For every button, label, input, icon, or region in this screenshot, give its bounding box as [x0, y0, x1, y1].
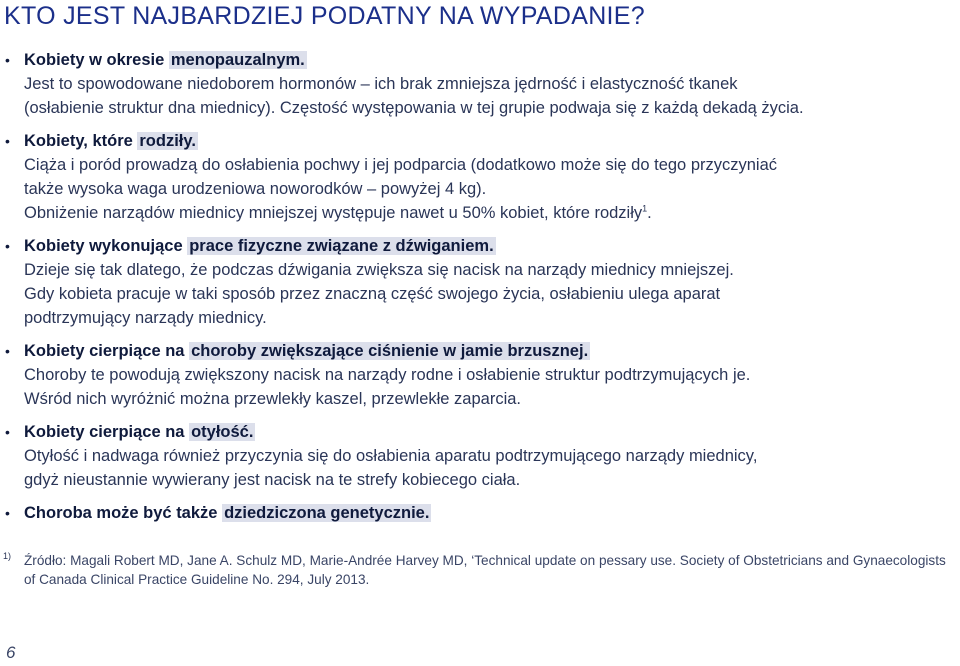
item-text-line: Ciąża i poród prowadzą do osłabienia pochwy i jej podparcia (dodatkowo może się do tego przyczyniać [24, 156, 778, 174]
item-heading: Kobiety wykonujące prace fizyczne związane z dźwiganiem. [24, 237, 494, 255]
page-number: 6 [6, 643, 16, 662]
item-text-line: gdyż nieustannie wywierany jest nacisk na te strefy kobiecego ciała. [24, 471, 521, 489]
item-text-line: Wśród nich wyróżnić można przewlekły kaszel, przewlekłe zaparcia. [24, 390, 522, 408]
item-text-line: Gdy kobieta pracuje w taki sposób przez znaczną część swojego życia, osłabieniu ulega aparat [24, 285, 721, 303]
item-text-line: Dzieje się tak dlatego, że podczas dźwigania zwiększa się nacisk na narządy miednicy mniejszej. [24, 261, 734, 279]
item-heading: Kobiety w okresie menopauzalnym. [24, 51, 305, 69]
item-text-line: (osłabienie struktur dna miednicy). Częstość występowania w tej grupie podwaja się z każdą dekadą życia. [24, 99, 804, 117]
list-item [0, 48, 960, 120]
highlighted-term: dziedziczona genetycznie. [224, 504, 430, 522]
list-item [0, 420, 960, 492]
item-heading: Choroba może być także dziedziczona genetycznie. [24, 504, 430, 522]
list-item [0, 339, 960, 411]
highlighted-term: choroby zwiększające ciśnienie w jamie brzusznej. [191, 342, 589, 360]
footnote-text-line: Źródło: Magali Robert MD, Jane A. Schulz MD, Marie-Andrée Harvey MD, ‘Technical update on pessary use. Society of Obstetricians and Gynaecologists [24, 553, 946, 568]
bullet-icon: • [5, 133, 10, 149]
highlighted-term: menopauzalnym. [170, 51, 305, 69]
list-item [0, 129, 960, 225]
footnote-reference: 1 [642, 203, 648, 214]
footnote [0, 551, 960, 589]
page-title: KTO JEST NAJBARDZIEJ PODATNY NA WYPADANIE? [4, 2, 645, 30]
item-text-line: Jest to spowodowane niedoborem hormonów – ich brak zmniejsza jędrność i elastyczność tkanek [24, 75, 738, 93]
item-heading: Kobiety cierpiące na otyłość. [24, 423, 254, 441]
footnote-text-line: of Canada Clinical Practice Guideline No. 294, July 2013. [24, 572, 370, 587]
highlighted-term: otyłość. [191, 423, 254, 441]
bullet-icon: • [5, 238, 10, 254]
item-text-line: także wysoka waga urodzeniowa noworodków – powyżej 4 kg). [24, 180, 487, 198]
risk-groups-list [0, 48, 960, 534]
bullet-icon: • [5, 424, 10, 440]
highlighted-term: prace fizyczne związane z dźwiganiem. [189, 237, 494, 255]
item-text-line: podtrzymujący narządy miednicy. [24, 309, 267, 327]
item-heading: Kobiety, które rodziły. [24, 132, 196, 150]
item-heading: Kobiety cierpiące na choroby zwiększające ciśnienie w jamie brzusznej. [24, 342, 589, 360]
highlighted-term: rodziły. [139, 132, 196, 150]
list-item [0, 234, 960, 330]
item-text-line: Obniżenie narządów miednicy mniejszej występuje nawet u 50% kobiet, które rodziły$^1$. [24, 203, 652, 222]
footnote-marker: 1) [3, 551, 12, 561]
bullet-icon: • [5, 52, 10, 68]
item-text-line: Choroby te powodują zwiększony nacisk na narządy rodne i osłabienie struktur podtrzymujących je. [24, 366, 751, 384]
bullet-icon: • [5, 343, 10, 359]
list-item [0, 501, 960, 525]
bullet-icon: • [5, 505, 10, 521]
item-text-line: Otyłość i nadwaga również przyczynia się do osłabienia aparatu podtrzymującego narządy miednicy, [24, 447, 758, 465]
